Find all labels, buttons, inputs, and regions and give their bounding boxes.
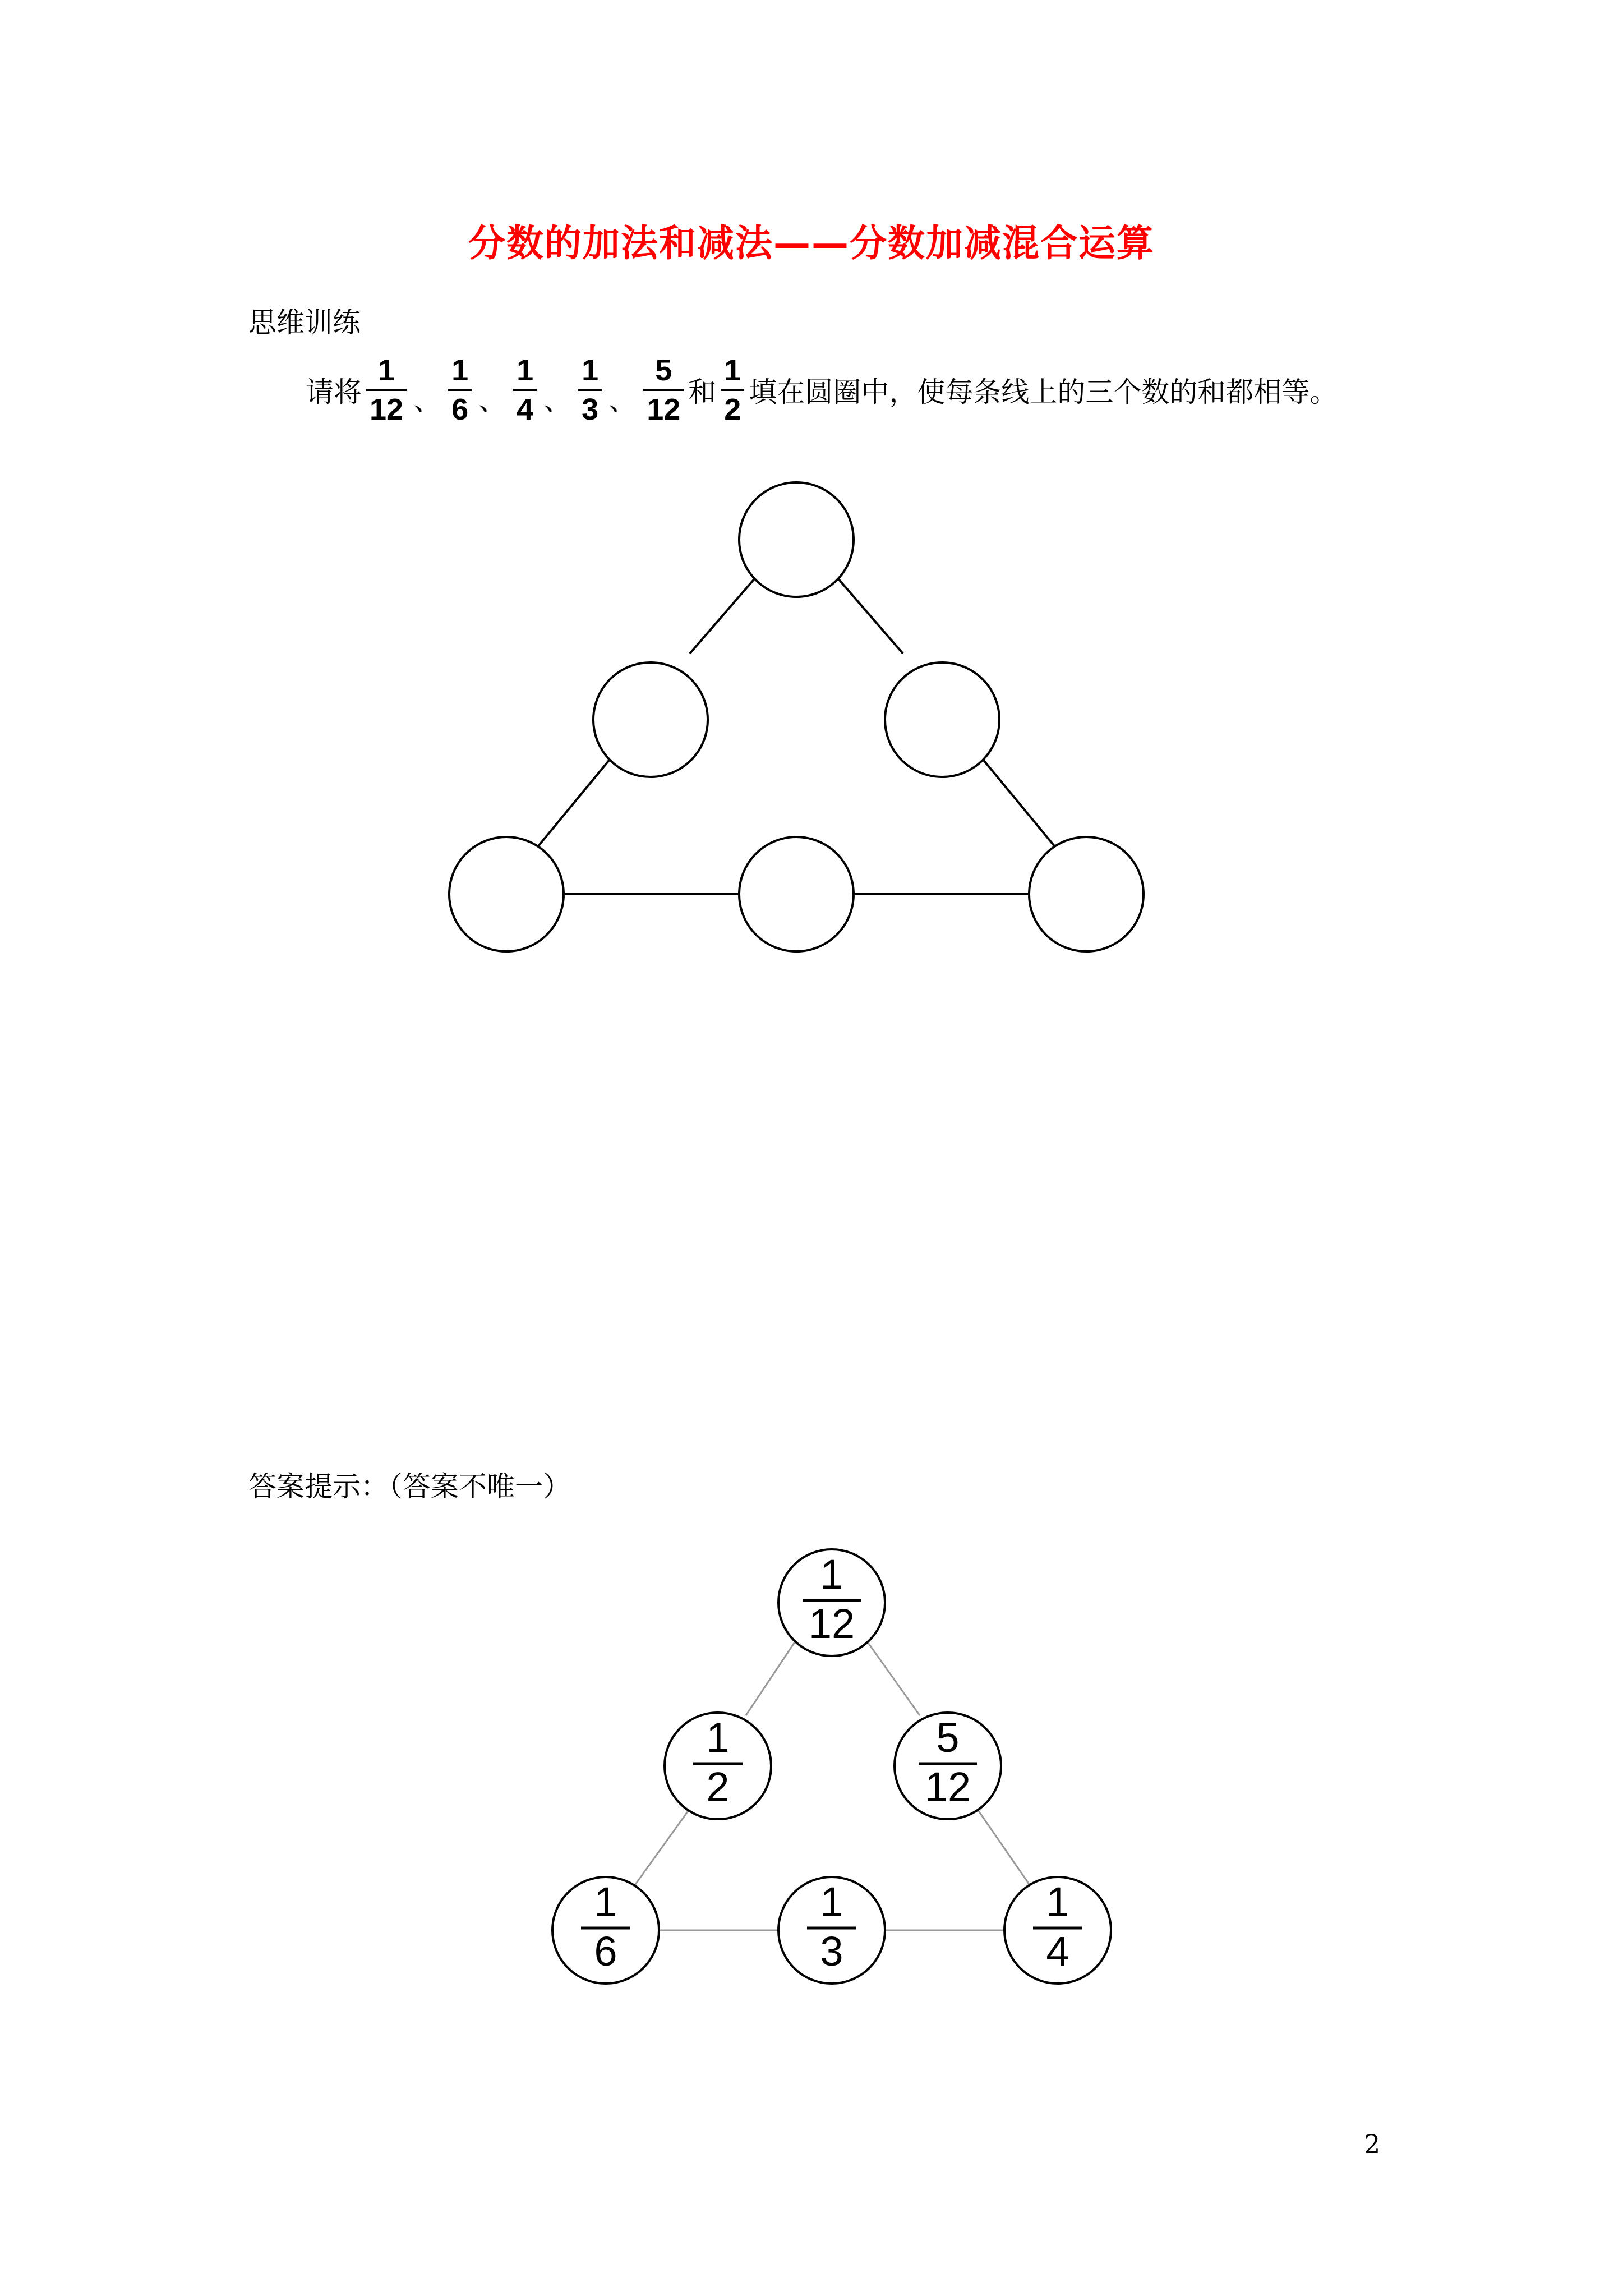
fraction-denominator: 12 — [808, 1600, 855, 1647]
page-title: 分数的加法和减法——分数加减混合运算 — [468, 221, 1155, 265]
fraction-numerator: 1 — [451, 353, 469, 387]
answer-node-bottom-right — [1004, 1877, 1111, 1984]
edge-line — [746, 1640, 796, 1715]
fraction-denominator: 2 — [724, 393, 741, 426]
separator: 、 — [478, 384, 507, 417]
separator: 、 — [543, 384, 572, 417]
edge-line — [978, 1810, 1032, 1888]
fraction-numerator: 1 — [820, 1879, 843, 1925]
fraction-numerator: 1 — [820, 1551, 843, 1598]
page-number: 2 — [1364, 2129, 1381, 2159]
fraction-denominator: 4 — [1046, 1928, 1069, 1975]
answer-node-bottom-mid — [778, 1877, 885, 1984]
fraction-denominator: 6 — [594, 1928, 617, 1975]
fraction-denominator: 12 — [647, 393, 681, 426]
section-label: 思维训练 — [248, 306, 361, 339]
fraction-denominator: 4 — [517, 393, 534, 426]
answer-label: 答案提示：（答案不唯一） — [248, 1470, 571, 1503]
fraction-denominator: 12 — [370, 393, 404, 426]
fraction-numerator: 1 — [594, 1879, 617, 1925]
fraction-numerator: 1 — [517, 353, 534, 387]
fraction-numerator: 5 — [655, 353, 672, 387]
answer-node-top — [778, 1549, 885, 1656]
fraction-denominator: 12 — [924, 1764, 971, 1810]
problem-suffix: 填在圆圈中，使每条线上的三个数的和都相等。 — [749, 376, 1338, 408]
fraction-denominator: 3 — [820, 1928, 843, 1975]
answer-node-mid-left — [665, 1713, 771, 1819]
problem-prefix: 请将 — [306, 376, 362, 408]
fraction-denominator: 3 — [582, 393, 599, 426]
edge-line — [866, 1640, 920, 1715]
answer-node-bottom-left — [552, 1877, 659, 1984]
fraction-numerator: 1 — [582, 353, 599, 387]
edge-line — [633, 1810, 689, 1888]
separator: 、 — [608, 384, 637, 417]
fraction-numerator: 1 — [1046, 1879, 1069, 1925]
fraction-numerator: 1 — [724, 353, 741, 387]
conjunction: 和 — [688, 376, 717, 408]
fraction-numerator: 1 — [706, 1714, 730, 1761]
fraction-denominator: 2 — [706, 1764, 730, 1810]
fraction-numerator: 1 — [378, 353, 395, 387]
fraction-denominator: 6 — [451, 393, 469, 426]
answer-node-mid-right — [895, 1713, 1001, 1819]
fraction-numerator: 5 — [936, 1714, 960, 1761]
separator: 、 — [413, 384, 442, 417]
